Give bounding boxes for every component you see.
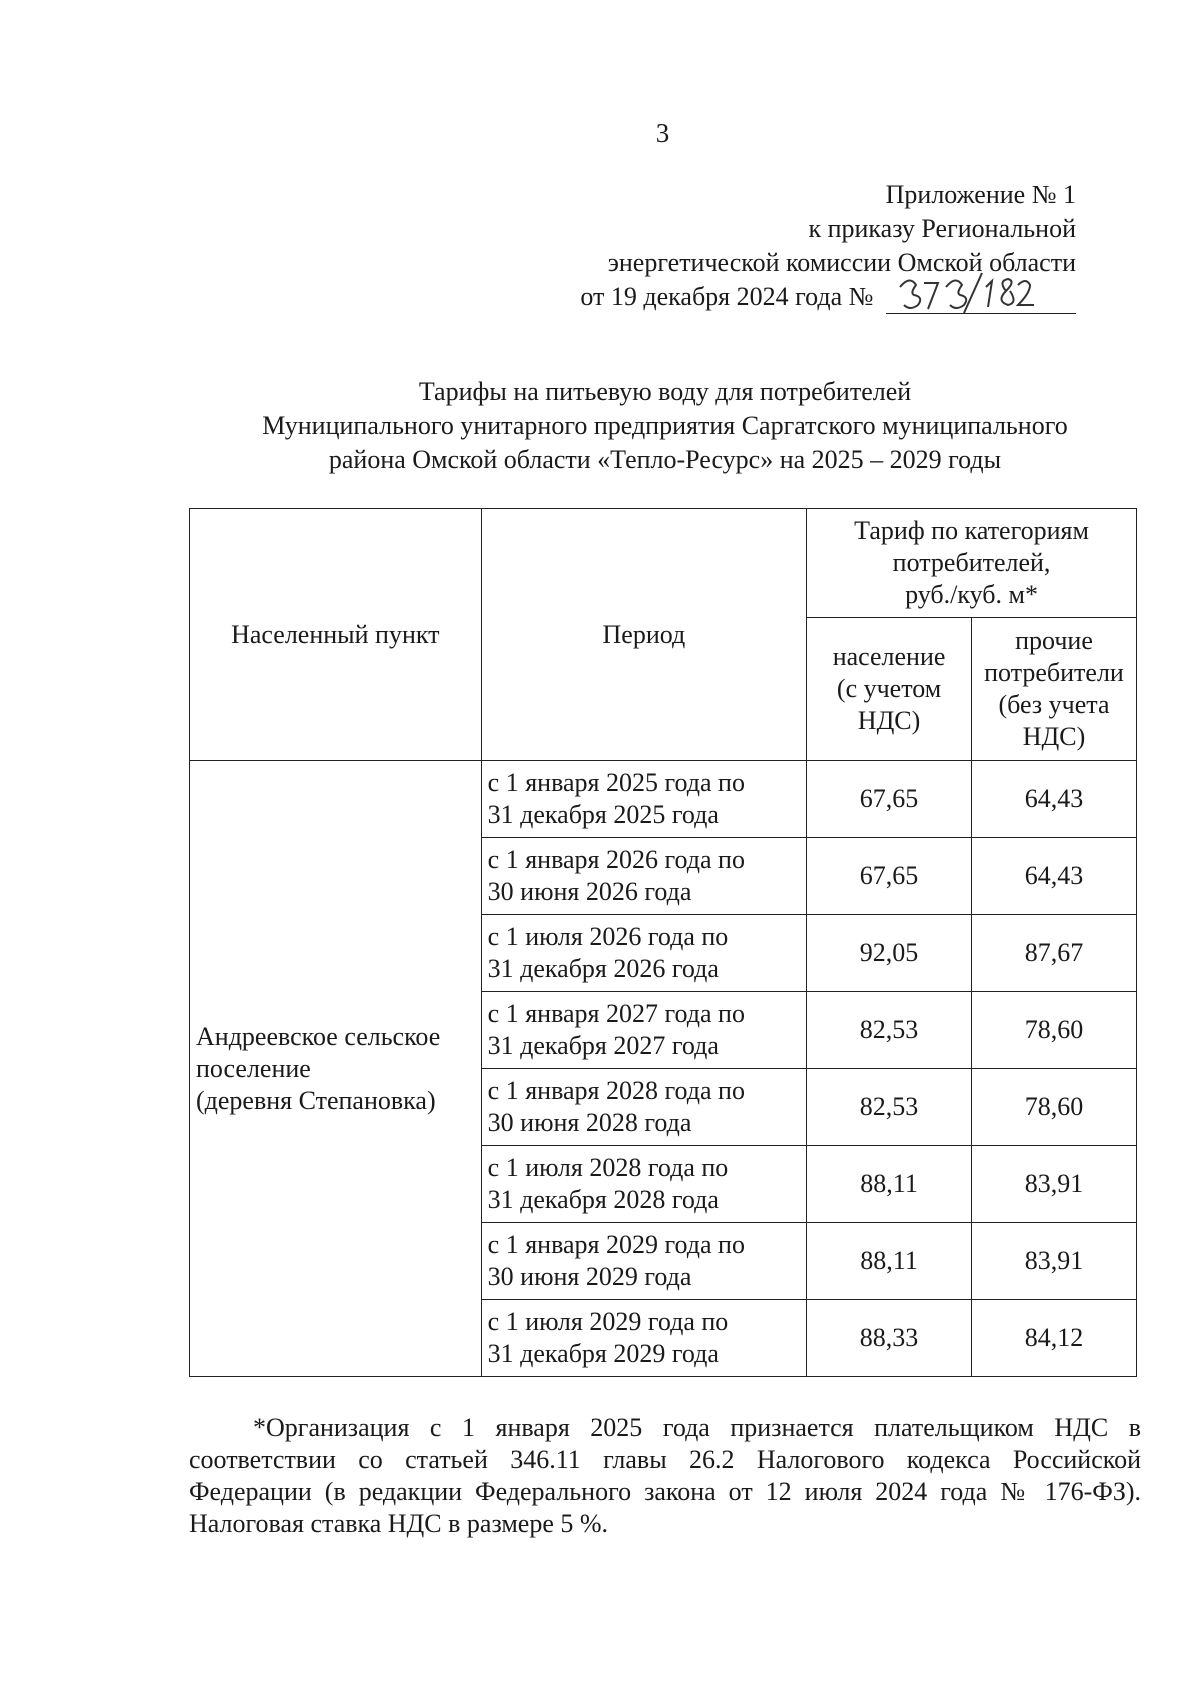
population-tariff: 88,33 bbox=[807, 1300, 972, 1377]
period-cell: с 1 января 2027 года по 31 декабря 2027 года bbox=[481, 992, 806, 1069]
period-cell: с 1 июля 2029 года по 31 декабря 2029 года bbox=[481, 1300, 806, 1377]
period-cell: с 1 января 2028 года по 30 июня 2028 года bbox=[481, 1069, 806, 1146]
period-cell: с 1 января 2025 года по 31 декабря 2025 года bbox=[481, 761, 806, 838]
others-tariff: 78,60 bbox=[972, 992, 1137, 1069]
footnote: *Организация с 1 января 2025 года признается плательщиком НДС в соответствии со статьей 346.11 главы 26.2 Налогового кодекса Российской Федерации (в редакции Федерального закона от 12 июля 2024 года № 176-ФЗ). Налоговая ставка НДС в размере 5 %. bbox=[189, 1413, 1141, 1538]
period-cell: с 1 января 2029 года по 30 июня 2029 года bbox=[481, 1223, 806, 1300]
population-tariff: 82,53 bbox=[807, 992, 972, 1069]
population-tariff: 82,53 bbox=[807, 1069, 972, 1146]
population-tariff: 67,65 bbox=[807, 838, 972, 915]
others-tariff: 78,60 bbox=[972, 1069, 1137, 1146]
header-population: население (с учетом НДС) bbox=[807, 618, 972, 761]
header-period: Период bbox=[481, 509, 806, 761]
header-others: прочие потребители (без учета НДС) bbox=[972, 618, 1137, 761]
period-cell: с 1 января 2026 года по 30 июня 2026 года bbox=[481, 838, 806, 915]
order-number-field bbox=[886, 283, 1076, 314]
population-tariff: 88,11 bbox=[807, 1223, 972, 1300]
document-title bbox=[120, 375, 1200, 477]
appendix-line-1: Приложение № 1 bbox=[885, 180, 1076, 209]
others-tariff: 64,43 bbox=[972, 838, 1137, 915]
header-locality: Населенный пункт bbox=[190, 509, 482, 761]
population-tariff: 92,05 bbox=[807, 915, 972, 992]
tariff-table bbox=[189, 508, 1137, 1377]
order-date: от 19 декабря 2024 года № bbox=[580, 282, 874, 311]
others-tariff: 87,67 bbox=[972, 915, 1137, 992]
population-tariff: 67,65 bbox=[807, 761, 972, 838]
others-tariff: 83,91 bbox=[972, 1146, 1137, 1223]
appendix-header bbox=[580, 178, 1076, 314]
table-row bbox=[190, 761, 1137, 838]
appendix-line-2: к приказу Региональной bbox=[808, 214, 1076, 243]
others-tariff: 83,91 bbox=[972, 1223, 1137, 1300]
handwritten-order-number bbox=[890, 267, 1040, 315]
title-line-2: Муниципального унитарного предприятия Саргатского муниципального bbox=[262, 411, 1068, 440]
population-tariff: 88,11 bbox=[807, 1146, 972, 1223]
title-line-1: Тарифы на питьевую воду для потребителей bbox=[418, 377, 912, 406]
appendix-line-3: энергетической комиссии Омской области bbox=[607, 248, 1076, 277]
period-cell: с 1 июля 2028 года по 31 декабря 2028 года bbox=[481, 1146, 806, 1223]
others-tariff: 64,43 bbox=[972, 761, 1137, 838]
header-tariff: Тариф по категориям потребителей, руб./куб. м* bbox=[807, 509, 1137, 618]
period-cell: с 1 июля 2026 года по 31 декабря 2026 года bbox=[481, 915, 806, 992]
page-number: 3 bbox=[655, 118, 670, 148]
others-tariff: 84,12 bbox=[972, 1300, 1137, 1377]
appendix-line-4 bbox=[580, 280, 1076, 314]
locality-cell: Андреевское сельское поселение (деревня Степановка) bbox=[190, 761, 482, 1377]
title-line-3: района Омской области «Тепло-Ресурс» на 2025 – 2029 годы bbox=[328, 445, 1002, 474]
